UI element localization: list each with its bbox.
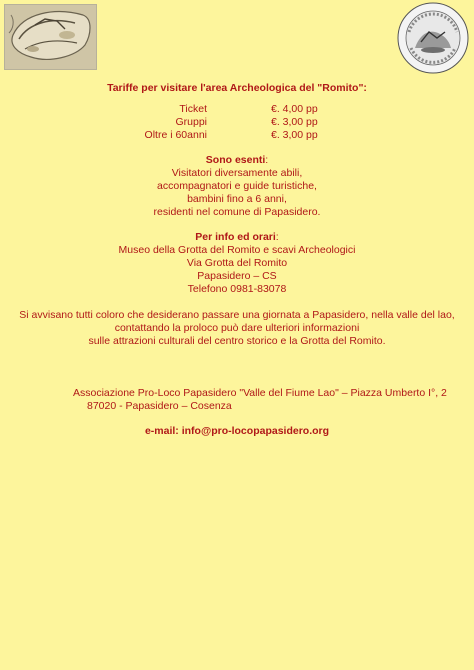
tariff-price: €. 4,00 pp	[271, 103, 318, 115]
cave-painting-image	[4, 4, 97, 70]
tariff-price: €. 3,00 pp	[271, 116, 318, 128]
exempt-line: Visitatori diversamente abili,	[171, 167, 303, 179]
email-link[interactable]: e-mail: info@pro-locopapasidero.org	[144, 425, 330, 437]
exempt-line: residenti nel comune di Papasidero.	[153, 206, 321, 218]
association-city: 87020 - Papasidero – Cosenza	[87, 400, 232, 412]
info-line: Via Grotta del Romito	[186, 257, 288, 269]
exempt-line: bambini fino a 6 anni,	[187, 193, 287, 205]
pro-loco-seal-logo	[397, 2, 469, 74]
notice-line: sulle attrazioni culturali del centro storico e la Grotta del Romito.	[88, 335, 386, 347]
tariff-label: Ticket	[179, 103, 207, 115]
tariff-title: Tariffe per visitare l'area Archeologica del "Romito":	[107, 82, 367, 94]
info-line: Museo della Grotta del Romito e scavi Archeologici	[118, 244, 356, 256]
notice-line: contattando la proloco può dare ulteriori informazioni	[114, 322, 360, 334]
notice-line: Si avvisano tutti coloro che desiderano passare una giornata a Papasidero, nella valle del lao,	[19, 309, 455, 321]
exempt-line: accompagnatori e guide turistiche,	[157, 180, 317, 192]
association-address: Associazione Pro-Loco Papasidero "Valle del Fiume Lao" – Piazza Umberto I°, 2	[73, 387, 447, 399]
exempt-heading: Sono esenti:	[205, 154, 269, 166]
tariff-label: Gruppi	[175, 116, 207, 128]
tariff-price: €. 3,00 pp	[271, 129, 318, 141]
tariff-label: Oltre i 60anni	[144, 129, 207, 141]
info-heading: Per info ed orari:	[195, 231, 279, 243]
info-phone: Telefono 0981-83078	[187, 283, 287, 295]
info-line: Papasidero – CS	[197, 270, 277, 282]
